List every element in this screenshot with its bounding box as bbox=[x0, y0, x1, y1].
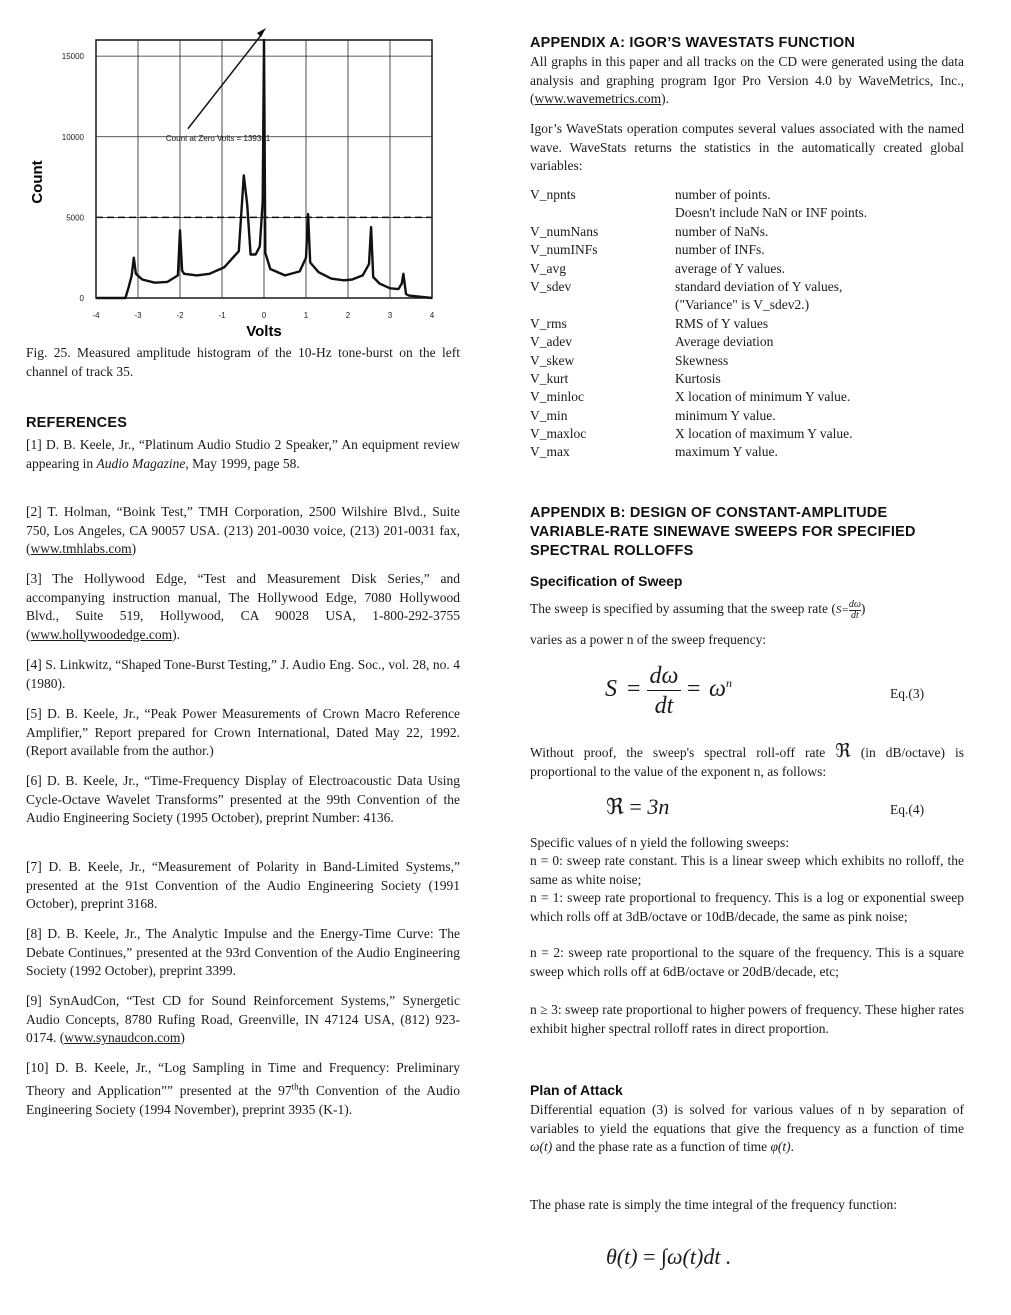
reference-3: [3] The Hollywood Edge, “Test and Measurement Disk Series,” and accompanying instruction manual, The Hollywood Edge, 7080 Hollywood Blvd., Suite 519, Hollywood, CA 90028 USA, 1-800-292-3755 (www.hollywoodedge.com). bbox=[26, 571, 460, 642]
variable-name: V_numINFs bbox=[530, 242, 598, 258]
appendix-b-heading: APPENDIX B: DESIGN OF CONSTANT-AMPLITUDE VARIABLE-RATE SINEWAVE SWEEPS FOR SPECIFIED SPECTRAL ROLLOFFS bbox=[530, 505, 916, 559]
amplitude-histogram-chart bbox=[26, 14, 460, 342]
tmhlabs-link[interactable]: www.tmhlabs.com bbox=[30, 541, 132, 556]
variable-row bbox=[530, 204, 964, 222]
variable-row bbox=[530, 388, 964, 406]
variable-row bbox=[530, 260, 964, 278]
variable-description: Skewness bbox=[675, 352, 729, 368]
case-n2: n = 2: sweep rate proportional to the square of the frequency. This is a square sweep which rolls off at 6dB/octave or 20dB/decade, etc; bbox=[530, 945, 964, 979]
reference-9: [9] SynAudCon, “Test CD for Sound Reinforcement Systems,” Synergetic Audio Concepts, 8780 Rufing Road, Greenville, IN 47124 USA, (812) 923-0174. (www.synaudcon.com) bbox=[26, 993, 460, 1045]
specification-heading: Specification of Sweep bbox=[530, 573, 683, 589]
x-tick-label: -2 bbox=[176, 311, 184, 320]
variable-name: V_kurt bbox=[530, 370, 569, 386]
variable-name: V_npnts bbox=[530, 187, 576, 202]
plan-of-attack-heading: Plan of Attack bbox=[530, 1082, 623, 1098]
equation-phase-integral: θ(t) = ∫ω(t)dt . bbox=[606, 1244, 732, 1269]
variable-name: V_sdev bbox=[530, 278, 572, 294]
equation-4: ℜ = 3n bbox=[606, 794, 670, 820]
variable-name: V_minloc bbox=[530, 389, 584, 405]
reference-10: [10] D. B. Keele, Jr., “Log Sampling in Time and Frequency: Preliminary Theory and Application”” presented at the 97thth Convention of the Audio Engineering Society (1994 November), preprint 3935 (K-1). bbox=[26, 1060, 460, 1117]
ordinal-superscript: th bbox=[291, 1081, 299, 1092]
variable-row bbox=[530, 223, 964, 241]
reference-1: [1] D. B. Keele, Jr., “Platinum Audio Studio 2 Speaker,” An equipment review appearing in Audio Magazine, May 1999, page 58. bbox=[26, 437, 460, 471]
reference-6: [6] D. B. Keele, Jr., “Time-Frequency Display of Electroacoustic Data Using Cycle-Octave Wavelet Transforms” presented at the 99th Convention of the Audio Engineering Society (1995 October), preprint Number: 4136. bbox=[26, 773, 460, 825]
appendix-a-para2: Igor’s WaveStats operation computes several values associated with the named wave. WaveStats returns the statistics in the automatically created global variables: bbox=[530, 121, 964, 173]
spec-paragraph-cont: varies as a power n of the sweep frequency: bbox=[530, 632, 767, 647]
wavestats-variable-table bbox=[530, 186, 964, 462]
figure-caption: Fig. 25. Measured amplitude histogram of the 10-Hz tone-burst on the left channel of track 35. bbox=[26, 345, 460, 379]
x-tick-label: 4 bbox=[429, 311, 435, 320]
variable-name: V_adev bbox=[530, 334, 572, 350]
variable-description: Average deviation bbox=[675, 334, 774, 350]
equation-3-label: Eq.(3) bbox=[890, 686, 925, 701]
x-tick-label: 3 bbox=[387, 311, 393, 320]
annotation-arrow-line bbox=[188, 34, 262, 129]
equation-4-label: Eq.(4) bbox=[890, 802, 925, 817]
phase-rate-paragraph: The phase rate is simply the time integral of the frequency function: bbox=[530, 1197, 898, 1212]
annotation-label: Count at Zero Volts = 139361 bbox=[165, 133, 271, 143]
references-heading: REFERENCES bbox=[26, 415, 128, 431]
variable-description: X location of maximum Y value. bbox=[675, 426, 853, 442]
variable-description: Doesn't include NaN or INF points. bbox=[675, 205, 868, 221]
appendix-a-para1: All graphs in this paper and all tracks on the CD were generated using the data analysis and graphing program Igor Pro Version 4.0 by WaveMetrics, Inc., (www.wavemetrics.com). bbox=[530, 54, 964, 106]
variable-row bbox=[530, 333, 964, 351]
x-tick-label: -1 bbox=[218, 311, 226, 320]
rolloff-paragraph: Without proof, the sweep's spectral roll-off rate ℜ (in dB/octave) is proportional to the value of the exponent n, as follows: bbox=[530, 740, 964, 779]
case-n3: n ≥ 3: sweep rate proportional to higher powers of frequency. These higher rates exhibit higher spectral rolloff rates in direct proportion. bbox=[530, 1002, 964, 1036]
variable-description: number of INFs. bbox=[675, 242, 765, 258]
x-tick-label: 2 bbox=[345, 311, 351, 320]
variable-name: V_skew bbox=[530, 352, 575, 368]
fraktur-r-symbol: ℜ bbox=[835, 740, 851, 762]
case-n1: n = 1: sweep rate proportional to frequency. This is a log or exponential sweep which rolls off at 3dB/octave or 10dB/decade, the same as pink noise; bbox=[530, 890, 964, 924]
reference-2: [2] T. Holman, “Boink Test,” TMH Corporation, 2500 Wilshire Blvd., Suite 750, Los Angeles, CA 90057 USA. (213) 201-0030 voice, (213) 201-0031 fax, (www.tmhlabs.com) bbox=[26, 504, 460, 556]
variable-row bbox=[530, 407, 964, 425]
chart-y-axis-label: Count bbox=[29, 160, 46, 204]
variable-row bbox=[530, 443, 964, 461]
reference-8: [8] D. B. Keele, Jr., The Analytic Impulse and the Energy-Time Curve: The Debate Continues,” presented at the 93rd Convention of the Audio Engineering Society (1992 October), preprint 3399. bbox=[26, 926, 460, 978]
appendix-a-heading: APPENDIX A: IGOR’S WAVESTATS FUNCTION bbox=[530, 35, 856, 51]
chart-x-axis-label: Volts bbox=[246, 323, 282, 340]
variable-name: V_maxloc bbox=[530, 426, 587, 442]
y-tick-label: 5000 bbox=[66, 213, 84, 223]
x-tick-label: -3 bbox=[134, 311, 142, 320]
reference-7: [7] D. B. Keele, Jr., “Measurement of Polarity in Band-Limited Systems,” presented at the 91st Convention of the Audio Engineering Society (1991 October), preprint 3168. bbox=[26, 859, 460, 911]
variable-name: V_rms bbox=[530, 315, 567, 331]
synaudcon-link[interactable]: www.synaudcon.com bbox=[64, 1030, 181, 1045]
variable-name: V_avg bbox=[530, 260, 566, 276]
variable-row bbox=[530, 186, 964, 204]
variable-description: number of points. bbox=[675, 187, 771, 202]
wavemetrics-link[interactable]: www.wavemetrics.com bbox=[534, 91, 662, 106]
spec-paragraph: The sweep is specified by assuming that the sweep rate (S= $\frac{d\omega}{dt}$ ) bbox=[530, 599, 866, 621]
variable-row bbox=[530, 370, 964, 388]
variable-description: RMS of Y values bbox=[675, 315, 769, 331]
variable-description: Kurtosis bbox=[675, 370, 721, 386]
reference-5: [5] D. B. Keele, Jr., “Peak Power Measurements of Crown Macro Reference Amplifier,” Report prepared for Crown International, Dated May 22, 1992. (Report available from the author.) bbox=[26, 706, 460, 758]
y-tick-label: 0 bbox=[79, 294, 84, 303]
variable-name: V_min bbox=[530, 407, 568, 423]
y-tick-label: 10000 bbox=[61, 132, 84, 142]
variable-row bbox=[530, 296, 964, 314]
variable-description: number of NaNs. bbox=[675, 223, 769, 239]
variable-name: V_numNans bbox=[530, 223, 599, 239]
x-tick-label: 0 bbox=[261, 311, 267, 320]
variable-name: V_max bbox=[530, 444, 570, 460]
variable-row bbox=[530, 315, 964, 333]
variable-description: X location of minimum Y value. bbox=[675, 389, 851, 405]
variable-row bbox=[530, 241, 964, 259]
x-tick-label: 1 bbox=[303, 311, 309, 320]
variable-description: ("Variance" is V_sdev2.) bbox=[675, 297, 810, 313]
variable-row bbox=[530, 425, 964, 443]
variable-description: maximum Y value. bbox=[675, 444, 778, 460]
variable-description: standard deviation of Y values, bbox=[675, 278, 843, 294]
journal-name: Audio Magazine bbox=[96, 455, 186, 471]
variable-description: minimum Y value. bbox=[675, 407, 776, 423]
x-tick-label: -4 bbox=[92, 311, 100, 320]
y-tick-label: 15000 bbox=[61, 52, 84, 62]
specific-values-intro: Specific values of n yield the following sweeps: bbox=[530, 835, 790, 850]
variable-row bbox=[530, 352, 964, 370]
plan-paragraph: Differential equation (3) is solved for various values of n by separation of variables to yield the equations that give the frequency as a function of time ω(t) and the phase rate as a function of time φ(t). bbox=[530, 1102, 964, 1154]
reference-4: [4] S. Linkwitz, “Shaped Tone-Burst Testing,” J. Audio Eng. Soc., vol. 28, no. 4 (1980). bbox=[26, 657, 460, 691]
annotation-arrow-head bbox=[257, 28, 266, 37]
hollywoodedge-link[interactable]: www.hollywoodedge.com bbox=[30, 626, 173, 642]
case-n0: n = 0: sweep rate constant. This is a linear sweep which exhibits no rolloff, the same as white noise; bbox=[530, 853, 964, 887]
variable-row bbox=[530, 278, 964, 296]
variable-description: average of Y values. bbox=[675, 260, 785, 276]
